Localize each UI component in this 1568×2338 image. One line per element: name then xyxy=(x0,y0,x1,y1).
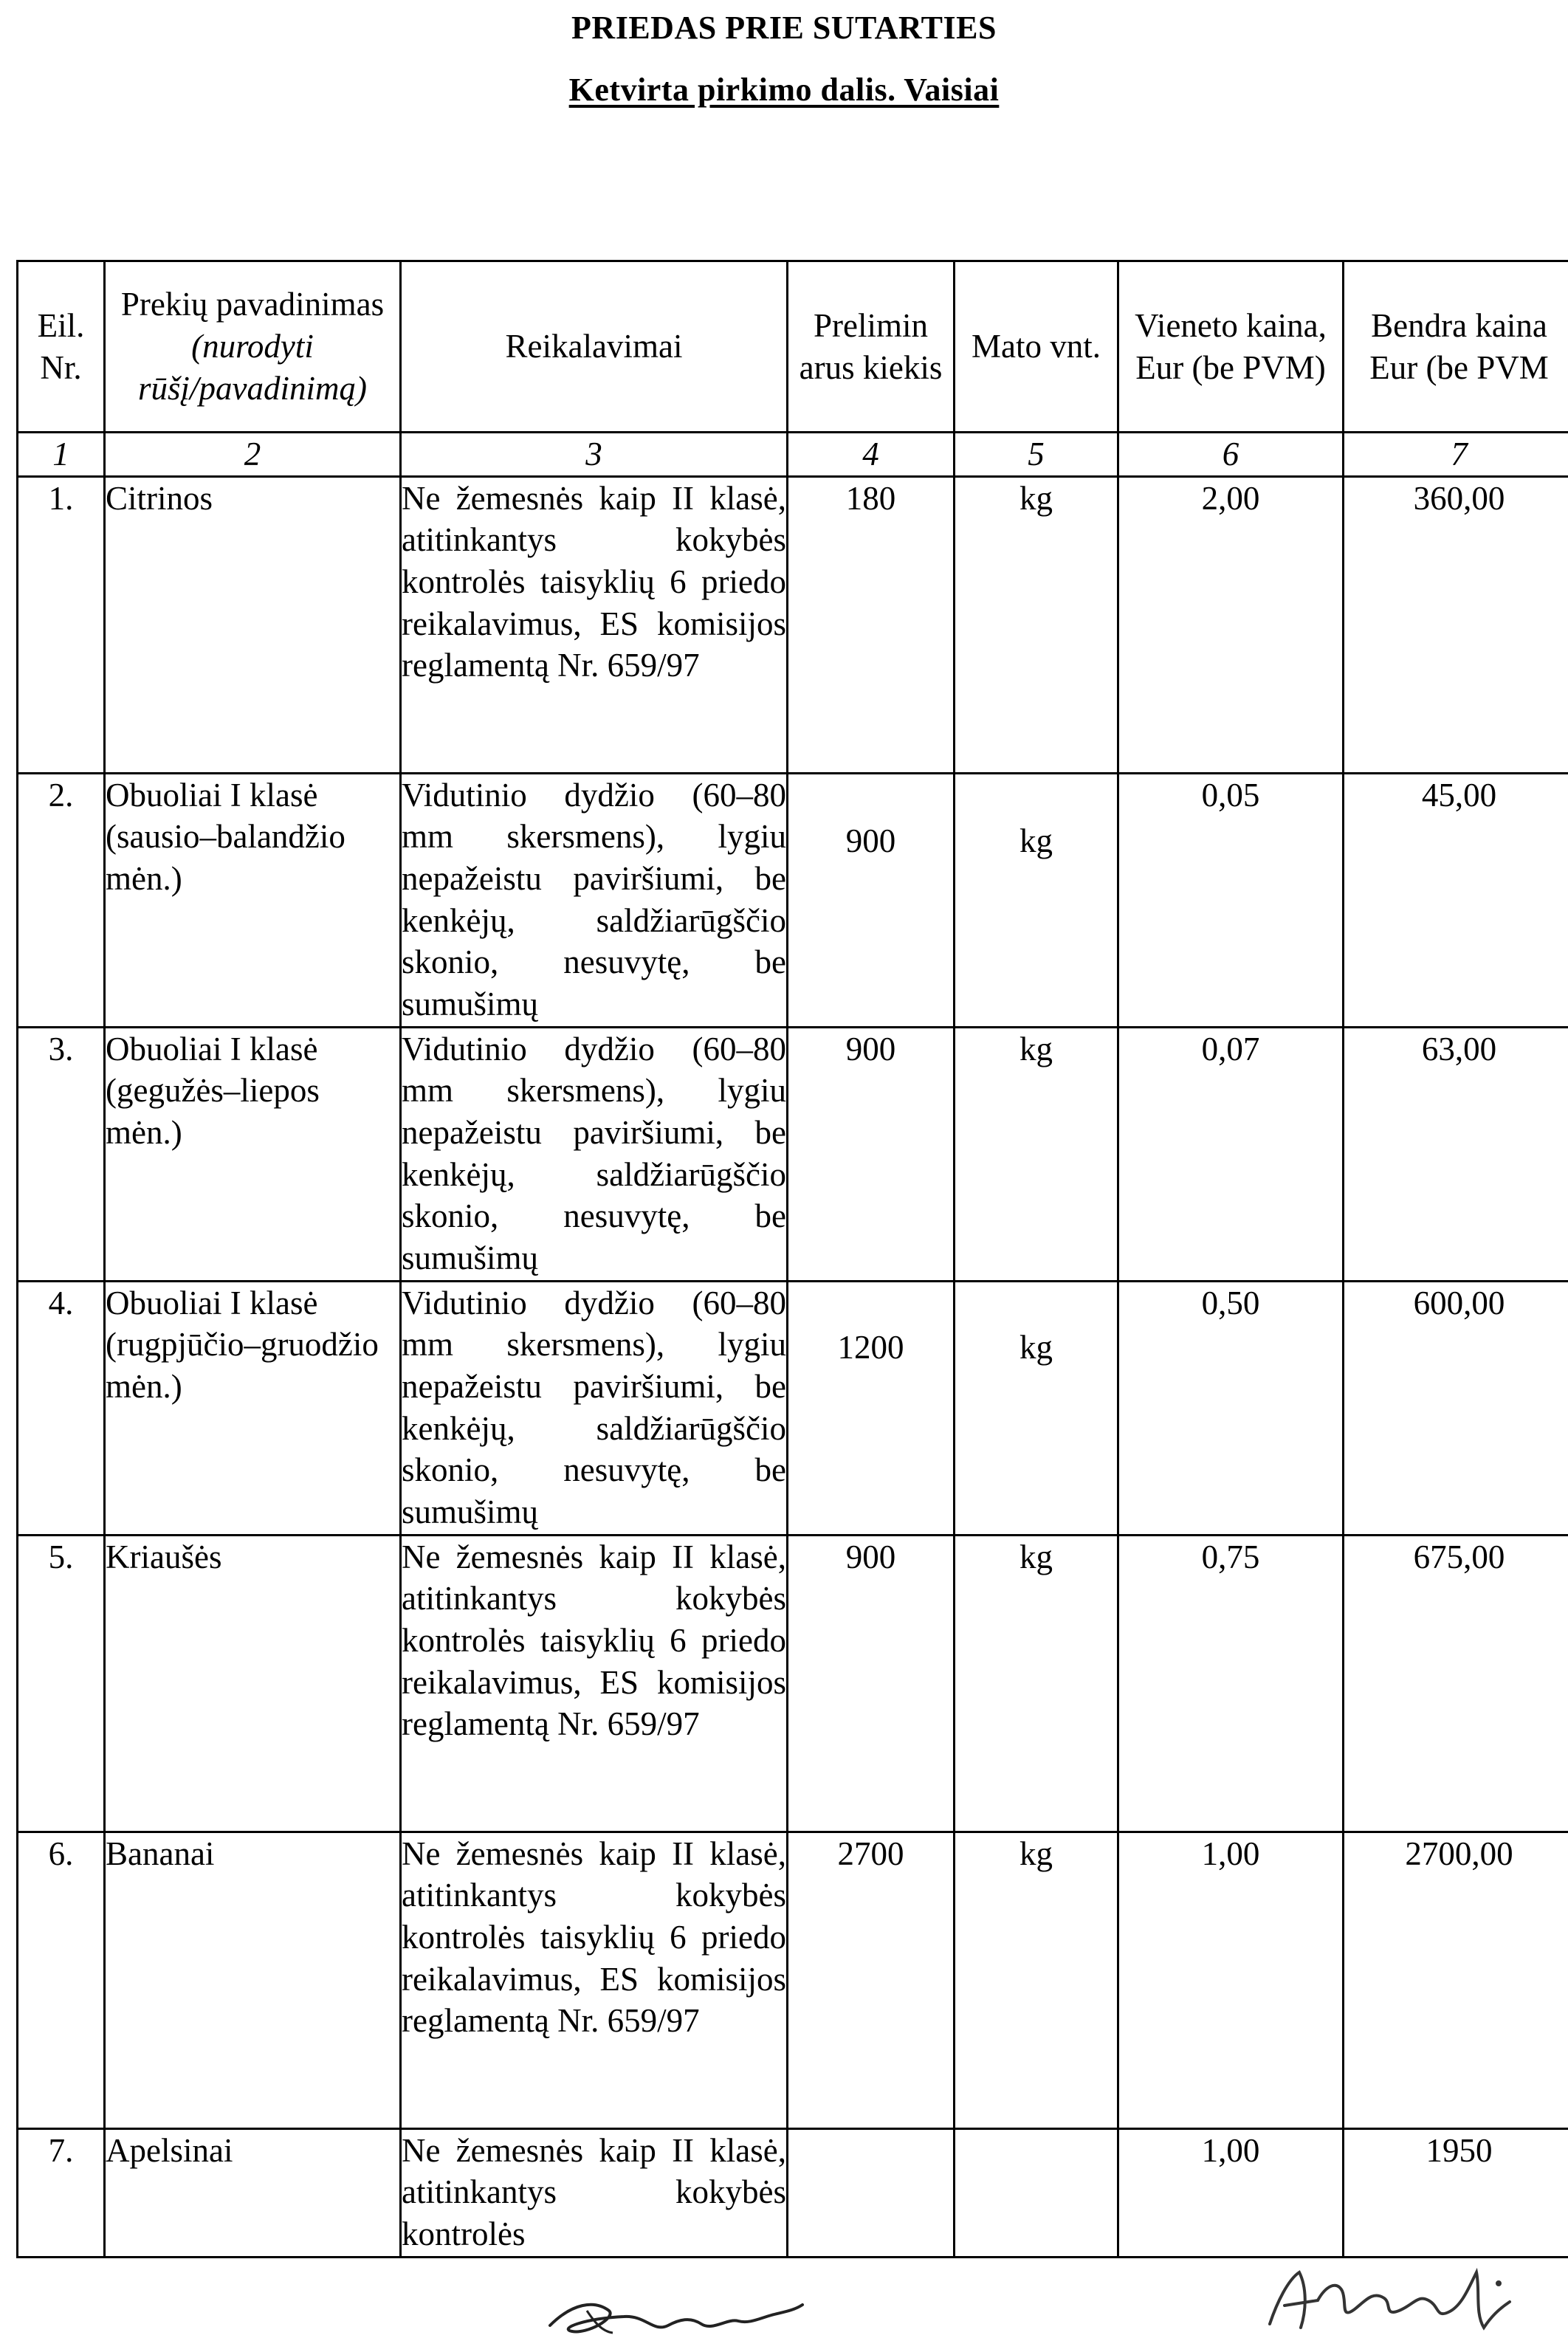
table-row xyxy=(18,2128,1568,2257)
product-name: Obuoliai I klasė (rugpjūčio–gruodžio mėn.) xyxy=(105,1281,401,1535)
document-title: PRIEDAS PRIE SUTARTIES xyxy=(571,10,997,46)
header-name-main: Prekių pavadinimas xyxy=(120,286,385,323)
unit-price: 1,00 xyxy=(1118,2128,1344,2257)
quantity: 180 xyxy=(788,476,955,773)
header-name-note: (nurodyti rūšį/pavadinimą) xyxy=(138,328,367,407)
unit xyxy=(955,2128,1118,2257)
quantity: 1200 xyxy=(788,1281,955,1535)
total-price: 45,00 xyxy=(1344,773,1568,1027)
header-name xyxy=(105,261,401,433)
unit-price: 0,50 xyxy=(1118,1281,1344,1535)
column-index: 4 xyxy=(788,433,955,477)
product-name: Bananai xyxy=(105,1832,401,2128)
product-name: Obuoliai I klasė (gegužės–liepos mėn.) xyxy=(105,1027,401,1281)
column-index: 7 xyxy=(1344,433,1568,477)
table-row xyxy=(18,476,1568,773)
product-name: Obuoliai I klasė (sausio–balandžio mėn.) xyxy=(105,773,401,1027)
requirements-text: Ne žemesnės kaip II klasė, atitinkantys kokybės kontrolės xyxy=(401,2128,788,2257)
unit: kg xyxy=(955,1027,1118,1281)
product-name: Citrinos xyxy=(105,476,401,773)
requirements-text: Ne žemesnės kaip II klasė, atitinkantys kokybės kontrolės taisyklių 6 priedo reikalavimus, ES komisijos reglamentą Nr. 659/97 xyxy=(401,1832,788,2128)
requirements-text: Vidutinio dydžio (60–80 mm skersmens), lygiu nepažeistu paviršiumi, be kenkėjų, saldžiarūgščio skonio, nesuvytę, be sumušimų xyxy=(401,773,788,1027)
column-index-row xyxy=(18,433,1568,477)
quantity: 2700 xyxy=(788,1832,955,2128)
total-price: 675,00 xyxy=(1344,1535,1568,1832)
column-index: 2 xyxy=(105,433,401,477)
column-index: 6 xyxy=(1118,433,1344,477)
quantity: 900 xyxy=(788,1535,955,1832)
total-price: 360,00 xyxy=(1344,476,1568,773)
product-name: Kriaušės xyxy=(105,1535,401,1832)
column-index: 1 xyxy=(18,433,105,477)
row-number: 1. xyxy=(18,476,105,773)
unit-price: 0,05 xyxy=(1118,773,1344,1027)
row-number: 6. xyxy=(18,1832,105,2128)
row-number: 2. xyxy=(18,773,105,1027)
row-number: 4. xyxy=(18,1281,105,1535)
unit: kg xyxy=(955,1832,1118,2128)
unit-price: 2,00 xyxy=(1118,476,1344,773)
column-index: 3 xyxy=(401,433,788,477)
quantity xyxy=(788,2128,955,2257)
unit: kg xyxy=(955,1535,1118,1832)
total-price: 600,00 xyxy=(1344,1281,1568,1535)
total-price: 63,00 xyxy=(1344,1027,1568,1281)
quantity: 900 xyxy=(788,773,955,1027)
header-nr: Eil. Nr. xyxy=(18,261,105,433)
header-requirements: Reikalavimai xyxy=(401,261,788,433)
product-name: Apelsinai xyxy=(105,2128,401,2257)
row-number: 3. xyxy=(18,1027,105,1281)
requirements-text: Vidutinio dydžio (60–80 mm skersmens), lygiu nepažeistu paviršiumi, be kenkėjų, saldžiarūgščio skonio, nesuvytę, be sumušimų xyxy=(401,1027,788,1281)
quantity: 900 xyxy=(788,1027,955,1281)
table-row xyxy=(18,1027,1568,1281)
total-price: 1950 xyxy=(1344,2128,1568,2257)
requirements-text: Ne žemesnės kaip II klasė, atitinkantys kokybės kontrolės taisyklių 6 priedo reikalavimus, ES komisijos reglamentą Nr. 659/97 xyxy=(401,476,788,773)
unit: kg xyxy=(955,773,1118,1027)
total-price: 2700,00 xyxy=(1344,1832,1568,2128)
unit: kg xyxy=(955,1281,1118,1535)
unit: kg xyxy=(955,476,1118,773)
table-row xyxy=(18,1535,1568,1832)
signature-right xyxy=(1255,2258,1521,2335)
document-subtitle: Ketvirta pirkimo dalis. Vaisiai xyxy=(568,72,1000,108)
table-row xyxy=(18,1281,1568,1535)
requirements-text: Vidutinio dydžio (60–80 mm skersmens), lygiu nepažeistu paviršiumi, be kenkėjų, saldžiarūgščio skonio, nesuvytę, be sumušimų xyxy=(401,1281,788,1535)
column-index: 5 xyxy=(955,433,1118,477)
unit-price: 0,07 xyxy=(1118,1027,1344,1281)
table-row xyxy=(18,773,1568,1027)
header-total: Bendra kaina Eur (be PVM xyxy=(1344,261,1568,433)
unit-price: 0,75 xyxy=(1118,1535,1344,1832)
header-unit-price: Vieneto kaina, Eur (be PVM) xyxy=(1118,261,1344,433)
unit-price: 1,00 xyxy=(1118,1832,1344,2128)
header-unit: Mato vnt. xyxy=(955,261,1118,433)
header-row xyxy=(18,261,1568,433)
signature-left xyxy=(543,2296,808,2338)
row-number: 5. xyxy=(18,1535,105,1832)
row-number: 7. xyxy=(18,2128,105,2257)
header-quantity: Prelimin arus kiekis xyxy=(788,261,955,433)
price-table xyxy=(16,260,1568,2258)
table-row xyxy=(18,1832,1568,2128)
requirements-text: Ne žemesnės kaip II klasė, atitinkantys kokybės kontrolės taisyklių 6 priedo reikalavimus, ES komisijos reglamentą Nr. 659/97 xyxy=(401,1535,788,1832)
